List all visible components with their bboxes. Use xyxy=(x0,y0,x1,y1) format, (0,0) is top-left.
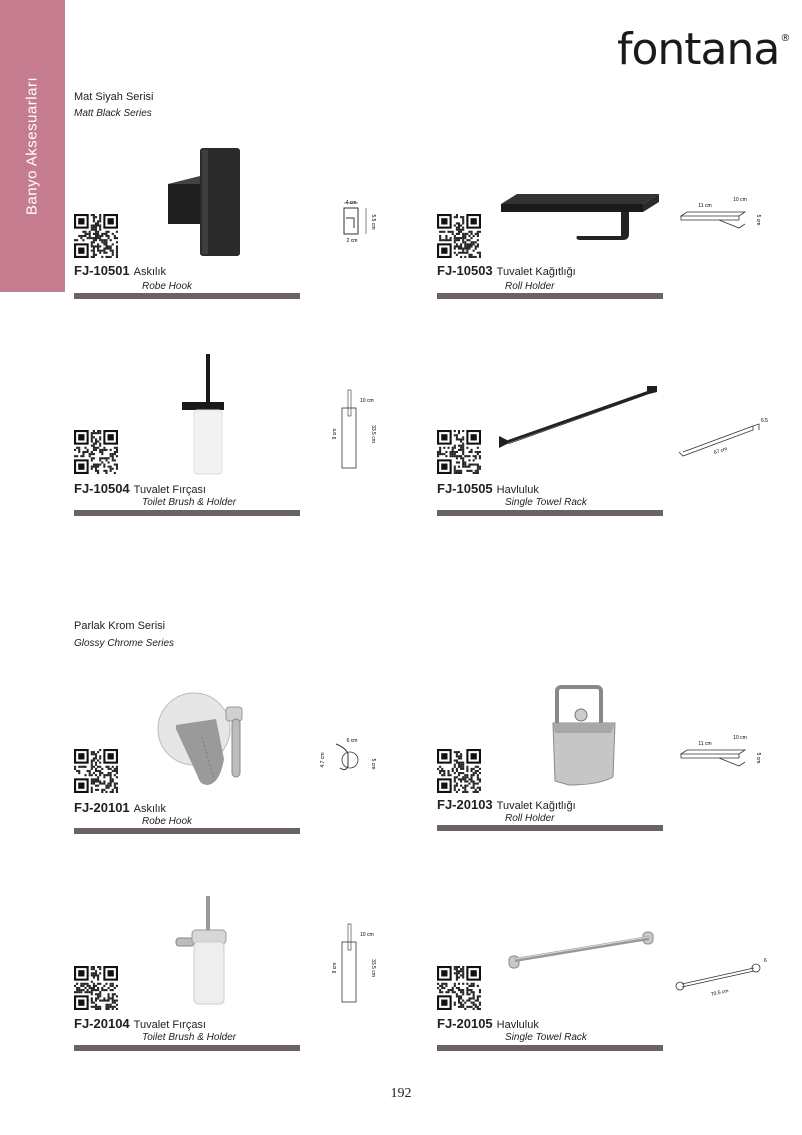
dimension-drawing xyxy=(320,388,380,472)
product-code: FJ-10505 Havluluk xyxy=(437,481,539,496)
section-tab xyxy=(0,0,65,292)
product-name: Havluluk xyxy=(496,484,539,496)
product-card[interactable] xyxy=(74,140,300,302)
qr-code xyxy=(437,214,481,258)
product-code: FJ-10503 Tuvalet Kağıtlığı xyxy=(437,263,576,278)
product-divider xyxy=(437,825,663,831)
qr-code xyxy=(74,966,118,1010)
product-code: FJ-20103 Tuvalet Kağıtlığı xyxy=(437,797,576,812)
product-name-en: Roll Holder xyxy=(505,813,555,824)
product-code: FJ-10504 Tuvalet Fırçası xyxy=(74,481,206,496)
product-card[interactable] xyxy=(437,675,663,837)
dim-label: 33.5 cm xyxy=(370,425,376,443)
dim-label: 5.5 cm xyxy=(370,214,376,230)
product-name: Askılık xyxy=(133,266,167,278)
product-card[interactable] xyxy=(74,892,300,1054)
dimension-drawing xyxy=(332,198,382,246)
toilet-brush-image xyxy=(180,354,226,478)
product-name-en: Single Towel Rack xyxy=(505,497,587,508)
dimension-drawing xyxy=(675,192,770,242)
product-name: Tuvalet Kağıtlığı xyxy=(496,800,576,812)
dim-label: 11 cm xyxy=(698,203,712,209)
series-title: Mat Siyah Serisi xyxy=(74,91,154,103)
roll-holder-image xyxy=(497,180,663,250)
product-divider xyxy=(74,1045,300,1051)
product-card[interactable] xyxy=(437,140,663,302)
dimension-drawing xyxy=(675,730,770,780)
logo-text: fontana xyxy=(617,24,780,75)
dimension-drawing xyxy=(312,732,384,780)
dim-label: 9 cm xyxy=(332,962,338,974)
product-name-en: Roll Holder xyxy=(505,281,555,292)
page-number: 192 xyxy=(390,1086,412,1101)
product-name: Tuvalet Fırçası xyxy=(133,1019,206,1031)
towel-rack-image xyxy=(503,928,663,974)
dim-label: 2 cm xyxy=(346,238,358,244)
product-code: FJ-20105 Havluluk xyxy=(437,1016,539,1031)
product-divider xyxy=(74,828,300,834)
dim-label: 6.5 xyxy=(761,418,768,424)
dim-label: 33.5 cm xyxy=(370,959,376,977)
series-title: Parlak Krom Serisi xyxy=(74,620,166,632)
dim-label: 10 cm xyxy=(733,735,747,741)
product-card[interactable] xyxy=(74,675,300,837)
qr-code xyxy=(74,749,118,793)
dim-label: 11 cm xyxy=(698,741,712,747)
product-divider xyxy=(74,510,300,516)
product-name-en: Single Towel Rack xyxy=(505,1032,587,1043)
dimension-drawing xyxy=(320,922,380,1006)
roll-holder-image xyxy=(539,685,617,789)
product-name: Tuvalet Fırçası xyxy=(133,484,206,496)
product-name: Tuvalet Kağıtlığı xyxy=(496,266,576,278)
product-divider xyxy=(74,293,300,299)
product-name-en: Toilet Brush & Holder xyxy=(142,497,237,508)
dim-label: 6 xyxy=(764,958,767,964)
towel-rack-image xyxy=(497,384,661,454)
dim-label: 6 cm xyxy=(346,738,358,744)
toilet-brush-image xyxy=(174,896,234,1008)
dim-label: 5 cm xyxy=(755,752,761,764)
product-card[interactable] xyxy=(74,356,300,518)
qr-code xyxy=(437,749,481,793)
product-divider xyxy=(437,510,663,516)
robe-hook-image xyxy=(154,689,258,793)
product-name-en: Toilet Brush & Holder xyxy=(142,1032,237,1043)
product-name: Askılık xyxy=(133,803,167,815)
qr-code xyxy=(74,430,118,474)
qr-code xyxy=(437,430,481,474)
product-name-en: Robe Hook xyxy=(142,281,193,292)
product-divider xyxy=(437,1045,663,1051)
product-divider xyxy=(437,293,663,299)
dim-label: 5 cm xyxy=(755,214,761,226)
qr-code xyxy=(437,966,481,1010)
dim-label: 4.7 cm xyxy=(320,752,326,768)
dim-label: 5 cm xyxy=(370,758,376,770)
dim-label: 67 cm xyxy=(713,446,729,457)
product-card[interactable] xyxy=(437,356,663,518)
product-code: FJ-20101 Askılık xyxy=(74,800,167,815)
dim-label: 4 cm xyxy=(345,200,357,206)
dim-label: 10 cm xyxy=(360,932,374,938)
dim-label: 10 cm xyxy=(360,398,374,404)
series-subtitle: Matt Black Series xyxy=(74,108,152,119)
robe-hook-image xyxy=(162,146,252,258)
product-code: FJ-20104 Tuvalet Fırçası xyxy=(74,1016,206,1031)
product-name-en: Robe Hook xyxy=(142,816,193,827)
dim-label: 10 cm xyxy=(733,197,747,203)
registered-mark: ® xyxy=(780,33,790,44)
series-subtitle: Glossy Chrome Series xyxy=(74,638,175,649)
product-card[interactable] xyxy=(437,892,663,1054)
dim-label: 70.5 cm xyxy=(710,988,730,998)
dim-label: 9 cm xyxy=(332,428,338,440)
section-tab-label: Banyo Aksesuarları xyxy=(23,76,41,216)
brand-logo xyxy=(617,24,790,75)
dimension-drawing xyxy=(672,950,772,1000)
dimension-drawing xyxy=(675,412,773,464)
product-name: Havluluk xyxy=(496,1019,539,1031)
qr-code xyxy=(74,214,118,258)
product-code: FJ-10501 Askılık xyxy=(74,263,167,278)
